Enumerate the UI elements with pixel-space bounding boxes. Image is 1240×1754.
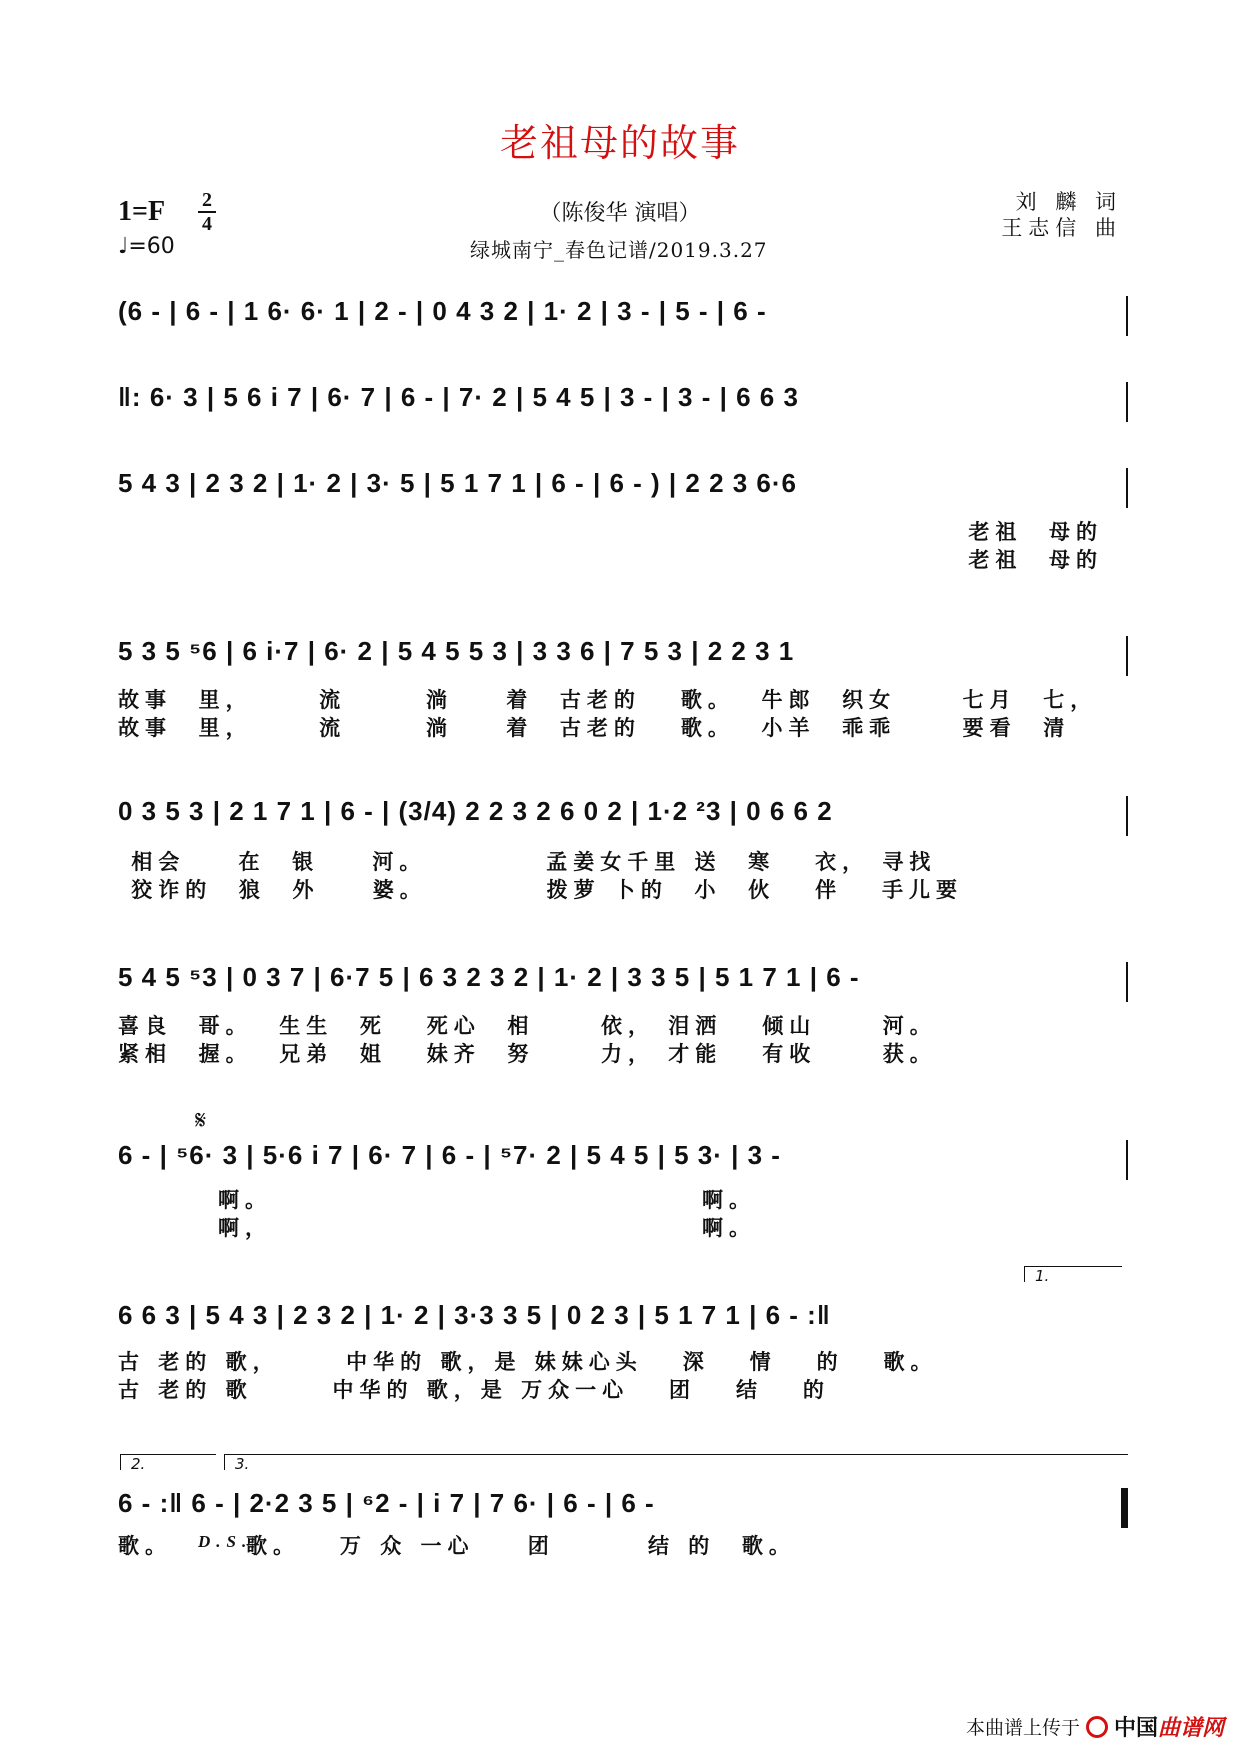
- lyric-line-verse-1: 喜良 哥。 生生 死 死心 相 依， 泪洒 倾山 河。: [118, 1013, 937, 1038]
- key-signature: 1=F: [118, 196, 166, 227]
- barline: [1126, 468, 1128, 508]
- lyric-line-verse-1: 故事 里， 流 淌 着 古老的 歌。 牛郎 织女 七月 七，: [118, 687, 1098, 712]
- staff-notes: (6 - | 6 - | 1 6· 6· 1 | 2 - | 0 4 3 2 | 1· 2 | 3 - | 5 - | 6 -: [118, 296, 767, 326]
- lyric-line-verse-1: 相会 在 银 河。 孟姜女千里 送 寒 衣， 寻找: [118, 849, 937, 874]
- segno-sign: 𝄋: [195, 1106, 207, 1136]
- final-barline: [1121, 1488, 1128, 1528]
- lyric-line-verse-2: 古 老的 歌 中华的 歌，是 万众一心 团 结 的: [118, 1377, 830, 1402]
- lyric-line-ending: 歌。: [118, 1533, 172, 1558]
- lyric-line-ending: 歌。 万 众 一心 团 结 的 歌。: [246, 1533, 796, 1558]
- site-logo: [1114, 1711, 1224, 1742]
- barline: [1126, 296, 1128, 336]
- notation-credit: 绿城南宁_春色记谱/2019.3.27: [470, 238, 768, 262]
- lyric-line-verse-1: 古 老的 歌， 中华的 歌，是 妹妹心头 深 情 的 歌。: [118, 1349, 938, 1374]
- barline: [1126, 382, 1128, 422]
- watermark-text: 本曲谱上传于: [965, 1717, 1080, 1739]
- lyric-line-verse-2: 狡诈的 狼 外 婆。 拨萝 卜的 小 伙 伴 手儿要: [118, 877, 964, 902]
- lyric-line-verse-2: 老祖 母的: [968, 547, 1103, 572]
- lyric-line-verse-1: 老祖 母的: [968, 519, 1103, 544]
- staff-notes: 6 - :‖ 6 - | 2·2 3 5 | ⁶2 - | i 7 | 7 6· | 6 - | 6 -: [118, 1488, 655, 1518]
- staff-notes: 6 - | ⁵6· 3 | 5·6 i 7 | 6· 7 | 6 - | ⁵7· 2 | 5 4 5 | 5 3· | 3 -: [118, 1140, 781, 1170]
- composer-credit: 王志信 曲: [1001, 216, 1122, 240]
- staff-notes: ‖: 6· 3 | 5 6 i 7 | 6· 7 | 6 - | 7· 2 | 5 4 5 | 3 - | 3 - | 6 6 3: [118, 382, 799, 412]
- staff-row-4: [118, 636, 1128, 680]
- staff-row-2: [118, 382, 1128, 426]
- staff-notes: 5 3 5 ⁵6 | 6 i·7 | 6· 2 | 5 4 5 5 3 | 3 3 6 | 7 5 3 | 2 2 3 1: [118, 636, 795, 666]
- staff-notes: 5 4 5 ⁵3 | 0 3 7 | 6·7 5 | 6 3 2 3 2 | 1· 2 | 3 3 5 | 5 1 7 1 | 6 -: [118, 962, 860, 992]
- site-logo-accent: 曲谱网: [1157, 1716, 1224, 1741]
- staff-notes: 5 4 3 | 2 3 2 | 1· 2 | 3· 5 | 5 1 7 1 | 6 - | 6 - ) | 2 2 3 6·6: [118, 468, 798, 498]
- lyric-line-verse-2: 啊。: [702, 1215, 756, 1240]
- staff-row-8: [118, 1300, 1128, 1344]
- performer-credit: （陈俊华 演唱）: [539, 201, 701, 226]
- barline: [1126, 796, 1128, 836]
- lyric-line-verse-1: 啊。: [702, 1187, 756, 1212]
- barline: [1126, 962, 1128, 1002]
- lyric-line-verse-2: 故事 里， 流 淌 着 古老的 歌。 小羊 乖乖 要看 清: [118, 715, 1071, 740]
- lyric-line-verse-2: 啊，: [218, 1215, 272, 1240]
- staff-row-6: [118, 962, 1128, 1006]
- staff-row-1: [118, 296, 1128, 340]
- staff-row-3: [118, 468, 1128, 512]
- site-logo-main: 中国: [1113, 1716, 1158, 1741]
- staff-row-5: [118, 796, 1128, 840]
- barline: [1126, 1140, 1128, 1180]
- second-ending-bracket: 2.: [120, 1454, 216, 1470]
- lyric-line-verse-1: 啊。: [218, 1187, 272, 1212]
- barline: [1126, 636, 1128, 676]
- dal-segno-marking: D.S.: [198, 1532, 253, 1551]
- staff-row-9: [118, 1488, 1128, 1532]
- third-ending-bracket: 3.: [224, 1454, 1128, 1470]
- staff-notes: 6 6 3 | 5 4 3 | 2 3 2 | 1· 2 | 3·3 3 5 | 0 2 3 | 5 1 7 1 | 6 - :‖: [118, 1300, 831, 1330]
- site-logo-icon: [1086, 1716, 1108, 1738]
- time-signature-top: 2: [202, 189, 212, 211]
- staff-row-7: [118, 1140, 1128, 1184]
- song-title: 老祖母的故事: [499, 121, 740, 165]
- tempo-marking: ♩=60: [118, 234, 175, 259]
- upload-watermark: [966, 1711, 1224, 1742]
- staff-notes: 0 3 5 3 | 2 1 7 1 | 6 - | (3/4) 2 2 3 2 6 0 2 | 1·2 ²3 | 0 6 6 2: [118, 796, 833, 826]
- time-signature-bottom: 4: [202, 213, 212, 235]
- lyricist-credit: 刘 麟 词: [1015, 190, 1122, 214]
- first-ending-bracket: 1.: [1024, 1266, 1122, 1282]
- lyric-line-verse-2: 紧相 握。 兄弟 姐 妹齐 努 力， 才能 有收 获。: [118, 1041, 937, 1066]
